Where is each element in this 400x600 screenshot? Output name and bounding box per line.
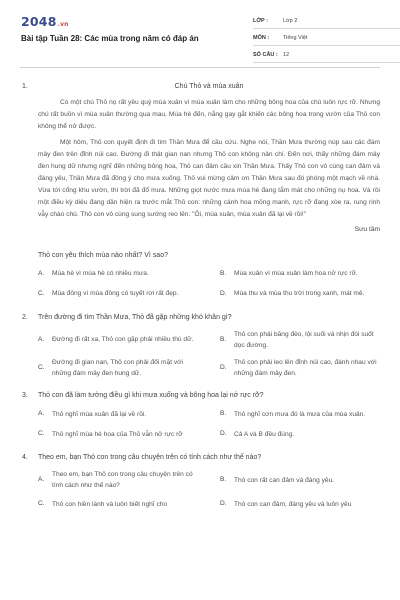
story-title: Chú Thỏ và mùa xuân xyxy=(174,83,244,90)
story-source: Sưu tầm xyxy=(354,226,380,234)
option-letter: C. xyxy=(38,364,45,372)
answer-options xyxy=(38,469,380,511)
question-number: 4. xyxy=(22,454,28,462)
meta-value: Tiếng Việt xyxy=(283,35,308,42)
option-text: Thỏ con phải băng đèo, lội suối và nhịn đói suốt dọc đường. xyxy=(234,330,374,349)
question-1 xyxy=(20,82,380,235)
story-paragraph: Một hôm, Thỏ con quyết định đi tìm Thần Mưa để cầu cứu. Nghe nói, Thần Mưa thường núp sau các đám mây đen trên đỉnh núi cao. Đường đi thật gian nan nhưng Thỏ con không nản chí. Đến nơi, thấy những đám mây đen hung dữ nhưng nghĩ đến những bông hoa, Thỏ can đảm cầu xin Thần Mưa. Thấy Thỏ con vô cùng can đảm và đáng yêu, Thần Mưa đã đồng ý cho mưa xuống. Thỏ vui mừng cảm ơn Thần Mưa sau đó phóng một mạch về nhà. Vừa tới cổng khu vườn, thì trời đã đổ mưa. Những giọt nước mưa mùa hè đang tắm mát cho những nụ hoa. Và rồi một điều kỳ diệu đang dần hiện ra trước mắt Thỏ con: những cánh hoa mỏng manh, rực rỡ đang xòe ra, rung rinh vẫy chào chú. Thỏ con vô cùng sung sướng reo lên: "Ôi, mùa xuân, mùa xuân đã lại về rồi!" xyxy=(38,139,380,219)
option-text: Thỏ con can đảm, đáng yêu và luôn yêu xyxy=(234,500,352,508)
option-letter: A. xyxy=(38,270,45,278)
option-text: Đường đi gian nan, Thỏ con phải đối mặt với những đám mây đen hung dữ. xyxy=(52,358,183,377)
option-letter: B. xyxy=(220,270,227,278)
option-text: Cả A và B đều đúng. xyxy=(234,430,295,438)
answer-option-d[interactable] xyxy=(220,357,380,379)
answer-option-a[interactable] xyxy=(38,329,198,351)
answer-option-b[interactable] xyxy=(220,329,380,351)
question-4 xyxy=(22,453,380,511)
logo-domain-text: .vn xyxy=(57,21,69,28)
meta-row-question-count xyxy=(253,48,400,63)
meta-value: 12 xyxy=(283,52,290,59)
answer-option-c[interactable] xyxy=(38,287,198,301)
answer-option-a[interactable] xyxy=(38,469,198,491)
option-text: Thỏ nghĩ mùa xuân đã lại về rồi. xyxy=(52,410,147,418)
option-text: Mùa thu và mùa thu trời trong xanh, mát mẻ. xyxy=(234,290,365,298)
option-letter: B. xyxy=(220,336,227,344)
option-letter: C. xyxy=(38,430,45,438)
option-text: Thỏ con hiền lành và luôn biết nghĩ cho xyxy=(52,500,168,508)
meta-label: LỚP : xyxy=(253,18,268,25)
story-paragraph: Có một chú Thỏ nọ rất yêu quý mùa xuân vì mùa xuân làm cho những bông hoa của chú luôn rực rỡ. Nhưng chú rất buồn vì mùa xuân thường qua mau. Mùa hè đến, nắng gay gắt khiến các bông hoa trong vườn của Thỏ con không thể nở được. xyxy=(38,99,380,131)
question-2 xyxy=(22,313,380,379)
option-letter: A. xyxy=(38,336,45,344)
option-letter: D. xyxy=(220,364,227,372)
option-letter: A. xyxy=(38,476,45,484)
answer-option-b[interactable] xyxy=(220,469,380,491)
option-text: Mùa đông vì mùa đông có tuyết rơi rất đẹp. xyxy=(52,290,179,298)
answer-options xyxy=(38,407,380,441)
question-text: Theo em, bạn Thỏ con trong câu chuyện trên có tính cách như thế nào? xyxy=(38,454,262,462)
meta-value: Lớp 2 xyxy=(283,18,298,25)
option-text: Thỏ con rất can đảm và đáng yêu. xyxy=(234,476,335,484)
option-text: Thỏ nghĩ mùa hè hoa của Thỏ vẫn nở rực rỡ xyxy=(52,430,183,438)
logo-main-text: 2048 xyxy=(21,14,57,29)
option-letter: D. xyxy=(220,500,227,508)
question-3 xyxy=(22,391,380,441)
option-text: Thỏ con phải leo lên đỉnh núi cao, đánh nhau với những đám mây đen. xyxy=(234,358,377,377)
answer-options xyxy=(38,329,380,379)
answer-option-b[interactable] xyxy=(220,267,380,281)
option-letter: D. xyxy=(220,290,227,298)
meta-row-grade xyxy=(253,14,400,29)
question-1-body xyxy=(20,251,380,512)
answer-option-c[interactable] xyxy=(38,427,198,441)
option-letter: B. xyxy=(220,410,227,418)
option-letter: C. xyxy=(38,500,45,508)
answer-option-b[interactable] xyxy=(220,407,380,421)
question-text: Trên đường đi tìm Thần Mưa, Thỏ đã gặp những khó khăn gì? xyxy=(38,313,232,321)
worksheet-header xyxy=(20,0,380,68)
question-text: Thỏ con yêu thích mùa nào nhất? Vì sao? xyxy=(38,251,168,259)
answer-option-d[interactable] xyxy=(220,287,380,301)
option-letter: A. xyxy=(38,410,45,418)
question-number: 1. xyxy=(22,83,28,90)
answer-options xyxy=(38,267,380,301)
question-number: 3. xyxy=(22,391,28,399)
worksheet-meta xyxy=(253,14,400,65)
option-text: Mùa xuân vì mùa xuân làm hoa nở rực rỡ. xyxy=(234,270,358,278)
question-text: Thỏ con đã làm tưởng điều gì khi mưa xuống và bông hoa lại nở rực rỡ? xyxy=(38,391,264,399)
answer-option-d[interactable] xyxy=(220,497,380,511)
worksheet-title: Bài tập Tuần 28: Các mùa trong năm có đáp án xyxy=(21,34,199,43)
site-logo[interactable] xyxy=(21,13,69,31)
answer-option-c[interactable] xyxy=(38,357,198,379)
option-letter: C. xyxy=(38,290,45,298)
answer-option-a[interactable] xyxy=(38,267,198,281)
meta-label: SỐ CÂU : xyxy=(253,52,278,59)
option-text: Mùa hè vì mùa hè có nhiều mưa. xyxy=(52,270,149,278)
answer-option-c[interactable] xyxy=(38,497,198,511)
meta-row-subject xyxy=(253,31,400,46)
answer-option-d[interactable] xyxy=(220,427,380,441)
option-text: Theo em, bạn Thỏ con trong câu chuyện trên có tính cách như thế nào? xyxy=(52,471,193,490)
question-number: 2. xyxy=(22,313,28,321)
answer-option-a[interactable] xyxy=(38,407,198,421)
option-text: Thỏ nghĩ cơn mưa đó là mưa của mùa xuân. xyxy=(234,410,366,418)
meta-label: MÔN : xyxy=(253,35,270,42)
option-letter: D. xyxy=(220,430,227,438)
option-letter: B. xyxy=(220,476,227,484)
option-text: Đường đi rất xa, Thỏ con gặp phải nhiều thú dữ. xyxy=(52,336,194,344)
